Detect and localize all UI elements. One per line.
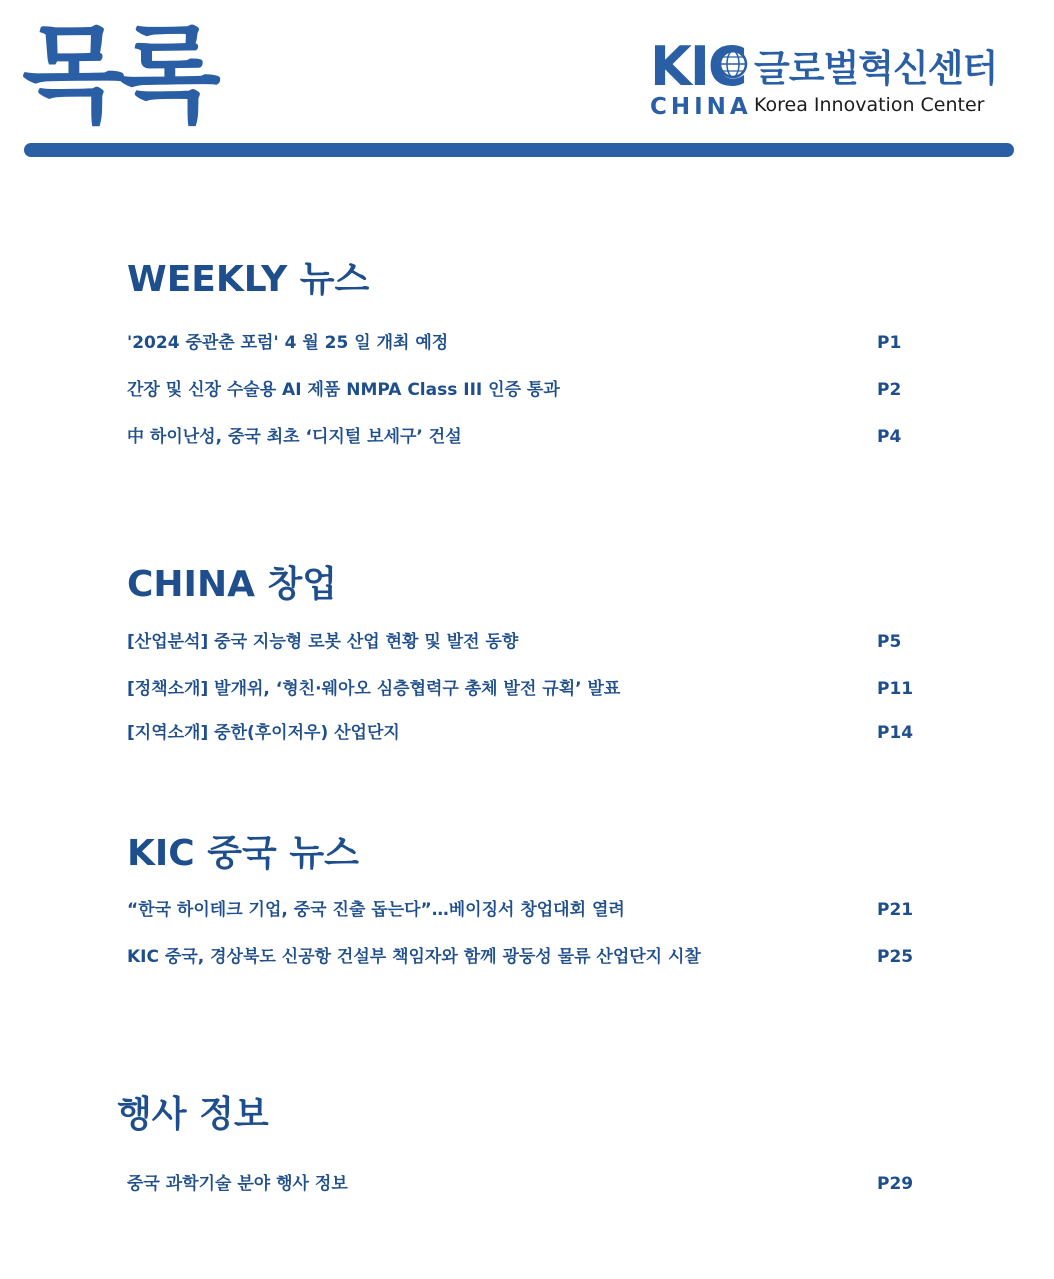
section-heading: KIC 중국 뉴스 [127, 833, 359, 874]
toc-row[interactable] [127, 331, 917, 355]
toc-row[interactable] [127, 898, 917, 922]
toc-item-title: [산업분석] 중국 지능형 로봇 산업 현황 및 발전 동향 [127, 632, 519, 652]
toc-row[interactable] [127, 721, 917, 745]
toc-row[interactable] [127, 1172, 917, 1196]
toc-item-page: P25 [877, 947, 914, 967]
toc-item-page: P21 [877, 900, 914, 920]
toc-item-page: P5 [877, 632, 902, 652]
toc-item-title: 중국 과학기술 분야 행사 정보 [127, 1174, 348, 1194]
toc-row[interactable] [127, 630, 917, 654]
toc-item-title: 간장 및 신장 수술용 AI 제품 NMPA Class III 인증 통과 [127, 380, 560, 400]
toc-item-page: P14 [877, 723, 914, 743]
section-heading: CHINA 창업 [127, 564, 338, 605]
toc-item-page: P29 [877, 1174, 914, 1194]
toc-row[interactable] [127, 425, 917, 449]
toc-item-title: [정책소개] 발개위, ‘형친·웨아오 심층협력구 총체 발전 규획’ 발표 [127, 679, 621, 699]
toc-row[interactable] [127, 945, 917, 969]
toc-item-page: P1 [877, 333, 902, 353]
page-title: 목록 [22, 14, 215, 137]
header-divider [24, 143, 1014, 157]
toc-item-title: 中 하이난성, 중국 최초 ‘디지털 보세구’ 건설 [127, 427, 462, 447]
toc-row[interactable] [127, 378, 917, 402]
logo-sub: CHINA [650, 94, 752, 120]
toc-item-page: P4 [877, 427, 902, 447]
logo-english-name: Korea Innovation Center [754, 94, 985, 116]
toc-item-title: '2024 중관춘 포럼' 4 월 25 일 개최 예정 [127, 333, 449, 353]
section-heading: WEEKLY 뉴스 [127, 259, 370, 300]
toc-item-title: KIC 중국, 경상북도 신공항 건설부 책임자와 함께 광둥성 물류 산업단지 시찰 [127, 947, 701, 967]
toc-item-page: P2 [877, 380, 902, 400]
kic-logo [650, 35, 1020, 125]
toc-item-title: [지역소개] 중한(후이저우) 산업단지 [127, 723, 400, 743]
toc-row[interactable] [127, 677, 917, 701]
logo-mark: KIC [650, 35, 746, 98]
toc-item-title: “한국 하이테크 기업, 중국 진출 돕는다”…베이징서 창업대회 열려 [127, 900, 625, 920]
toc-item-page: P11 [877, 679, 914, 699]
logo-korean-name: 글로벌혁신센터 [754, 47, 998, 90]
section-heading: 행사 정보 [117, 1094, 269, 1135]
globe-icon [718, 49, 748, 79]
